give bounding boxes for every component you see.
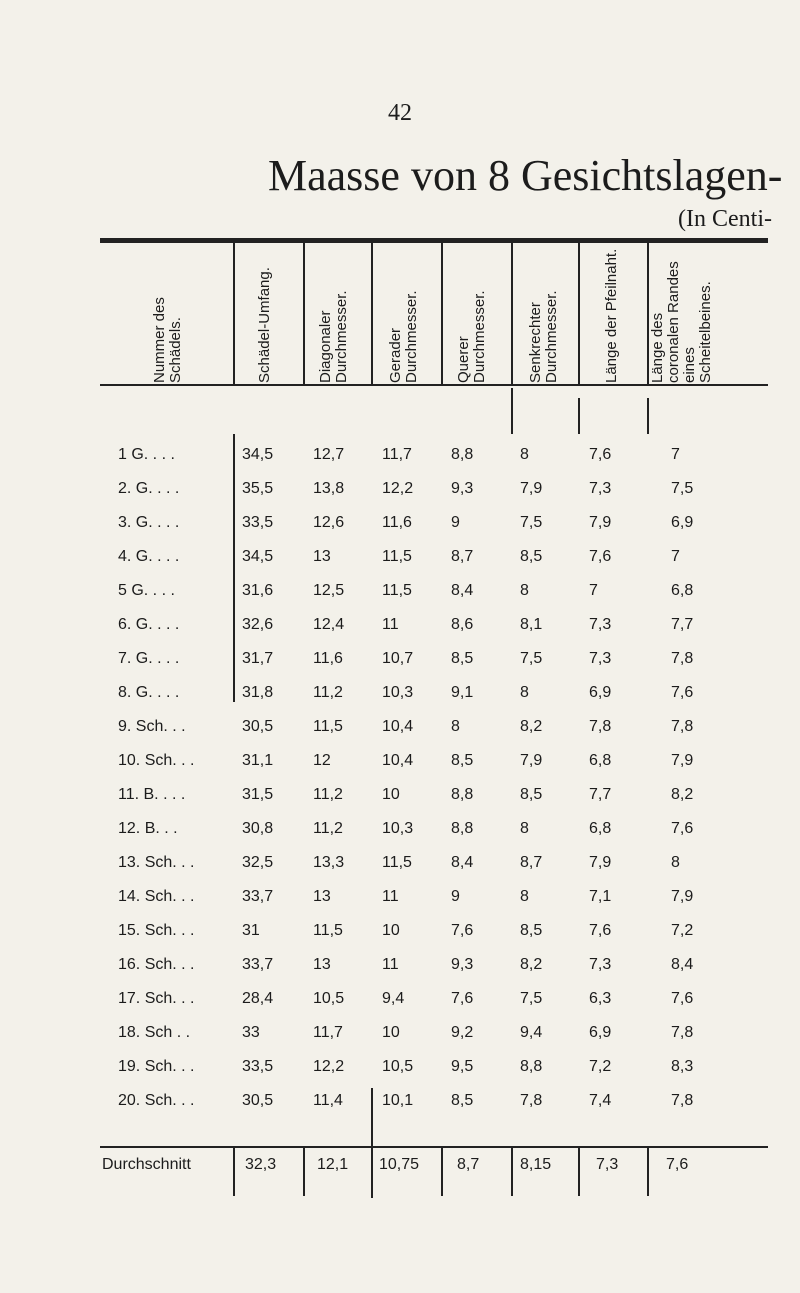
column-divider bbox=[578, 243, 580, 386]
table-row: 12. B. . . 30,8 11,2 10,3 8,8 8 6,8 7,6 bbox=[118, 820, 694, 837]
column-divider bbox=[578, 398, 580, 434]
table-row: 5 G. . . . 31,6 12,5 11,5 8,4 8 7 6,8 bbox=[118, 582, 694, 599]
column-divider bbox=[303, 243, 305, 386]
table-row: 1 G. . . . 34,5 12,7 11,7 8,8 8 7,6 7 bbox=[118, 446, 680, 463]
column-header-skull-number: Nummer des Schädels. bbox=[151, 297, 184, 383]
column-divider bbox=[233, 243, 235, 386]
column-divider bbox=[371, 243, 373, 386]
page-number: 42 bbox=[388, 100, 412, 126]
table-row: 10. Sch. . . 31,1 12 10,4 8,5 7,9 6,8 7,9 bbox=[118, 752, 694, 769]
table-row: 7. G. . . . 31,7 11,6 10,7 8,5 7,5 7,3 7,8 bbox=[118, 650, 694, 667]
column-header-skull-circumference: Schädel-Umfang. bbox=[256, 267, 273, 383]
table-row: 15. Sch. . . 31 11,5 10 7,6 8,5 7,6 7,2 bbox=[118, 922, 694, 939]
table-row: 11. B. . . . 31,5 11,2 10 8,8 8,5 7,7 8,2 bbox=[118, 786, 694, 803]
table-row: 16. Sch. . . 33,7 13 11 9,3 8,2 7,3 8,4 bbox=[118, 956, 694, 973]
column-divider bbox=[511, 388, 513, 434]
table-row: 4. G. . . . 34,5 13 11,5 8,7 8,5 7,6 7 bbox=[118, 548, 680, 565]
table-row: 19. Sch. . . 33,5 12,2 10,5 9,5 8,8 7,2 8,3 bbox=[118, 1058, 694, 1075]
table-row: 20. Sch. . . 30,5 11,4 10,1 8,5 7,8 7,4 7,8 bbox=[118, 1092, 694, 1109]
average-label: Durchschnitt bbox=[102, 1156, 191, 1173]
column-header-transverse-diameter: Querer Durchmesser. bbox=[455, 290, 488, 383]
page-title: Maasse von 8 Gesichtslagen- bbox=[268, 151, 783, 200]
column-divider bbox=[647, 243, 649, 386]
table-top-rule bbox=[100, 238, 768, 243]
column-divider bbox=[511, 243, 513, 386]
header-bottom-rule bbox=[100, 384, 768, 386]
column-divider bbox=[647, 398, 649, 434]
column-header-sagittal-suture-length: Länge der Pfeilnaht. bbox=[603, 248, 620, 383]
column-header-straight-diameter: Gerader Durchmesser. bbox=[387, 290, 420, 383]
table-row: 3. G. . . . 33,5 12,6 11,6 9 7,5 7,9 6,9 bbox=[118, 514, 694, 531]
column-header-coronal-edge-length: Länge des coronalen Randes eines Scheitelbeines. bbox=[649, 261, 714, 383]
column-divider bbox=[441, 243, 443, 386]
table-row: 14. Sch. . . 33,7 13 11 9 8 7,1 7,9 bbox=[118, 888, 694, 905]
page-subtitle: (In Centi- bbox=[678, 206, 772, 232]
table-row: 6. G. . . . 32,6 12,4 11 8,6 8,1 7,3 7,7 bbox=[118, 616, 694, 633]
table-row: 8. G. . . . 31,8 11,2 10,3 9,1 8 6,9 7,6 bbox=[118, 684, 694, 701]
table-row: 13. Sch. . . 32,5 13,3 11,5 8,4 8,7 7,9 8 bbox=[118, 854, 680, 871]
table-row: 2. G. . . . 35,5 13,8 12,2 9,3 7,9 7,3 7,5 bbox=[118, 480, 694, 497]
average-row: Durchschnitt 32,3 12,1 10,75 8,7 8,15 7,3 7,6 bbox=[100, 1148, 768, 1182]
column-header-diagonal-diameter: Diagonaler Durchmesser. bbox=[317, 290, 350, 383]
table-row: 17. Sch. . . 28,4 10,5 9,4 7,6 7,5 6,3 7,6 bbox=[118, 990, 694, 1007]
table-row: 18. Sch . . 33 11,7 10 9,2 9,4 6,9 7,8 bbox=[118, 1024, 694, 1041]
table-row: 9. Sch. . . 30,5 11,5 10,4 8 8,2 7,8 7,8 bbox=[118, 718, 694, 735]
column-header-vertical-diameter: Senkrechter Durchmesser. bbox=[527, 290, 560, 383]
